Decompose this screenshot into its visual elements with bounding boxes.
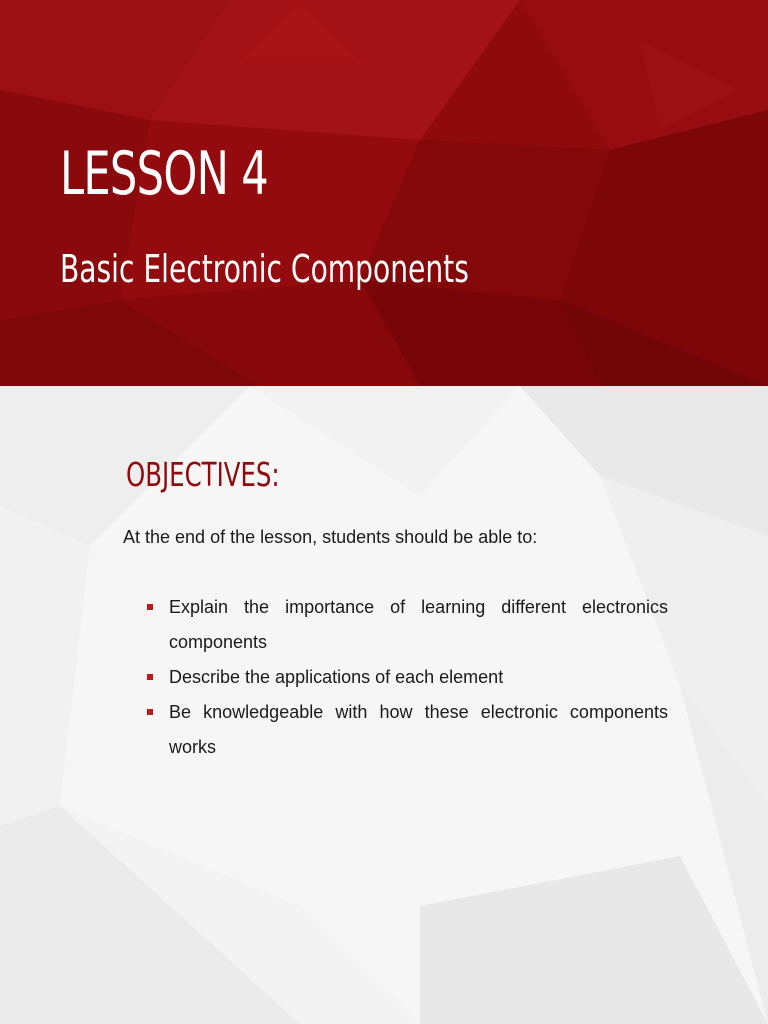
objectives-list — [146, 590, 668, 765]
objective-item — [146, 590, 668, 660]
objective-text: Explain the importance of learning different electronics components — [169, 597, 668, 652]
lesson-subtitle: Basic Electronic Components — [60, 247, 469, 291]
lesson-title: LESSON 4 — [60, 139, 268, 209]
objective-text: Be knowledgeable with how these electronic components works — [169, 702, 668, 757]
header-banner — [0, 0, 768, 386]
objective-text: Describe the applications of each element — [169, 667, 504, 687]
objective-item — [146, 660, 668, 695]
objectives-intro: At the end of the lesson, students should be able to: — [123, 527, 538, 547]
objectives-heading: OBJECTIVES: — [126, 455, 280, 494]
objective-item — [146, 695, 668, 765]
square-bullet-icon — [147, 674, 153, 680]
square-bullet-icon — [147, 604, 153, 610]
square-bullet-icon — [147, 709, 153, 715]
